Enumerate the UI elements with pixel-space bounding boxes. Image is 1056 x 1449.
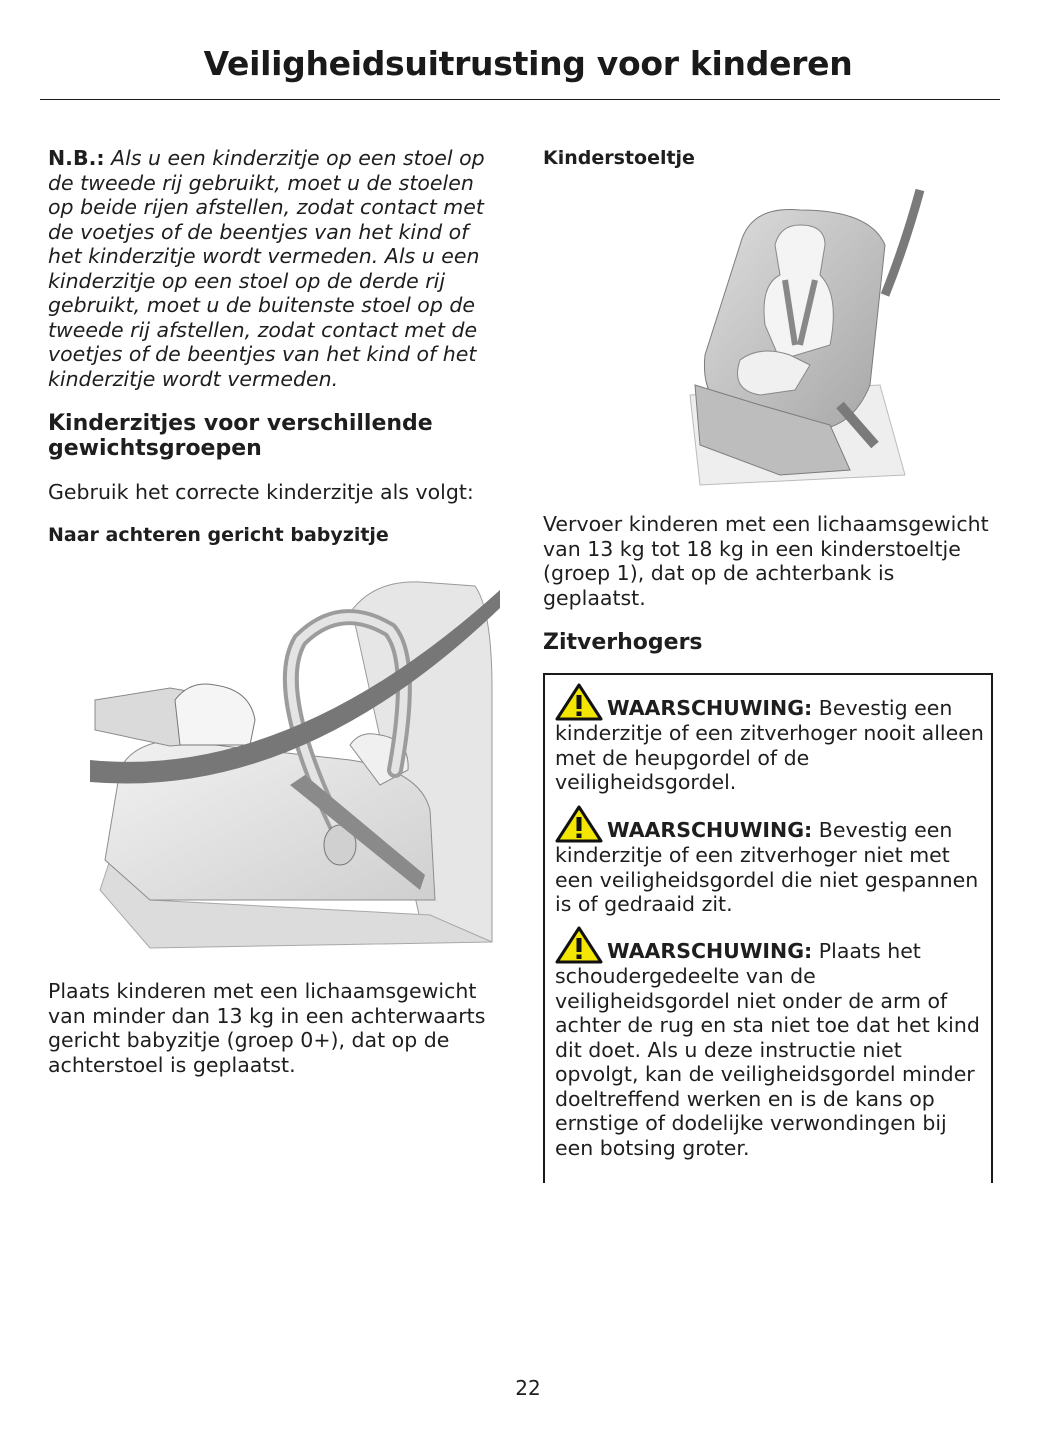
section-heading-weight-groups: Kinderzitjes voor verschillende gewichtsgroepen [48,411,433,461]
page-number: 22 [515,1376,541,1400]
subheading-child-seat: Kinderstoeltje [543,147,695,169]
warning-1 [555,683,985,795]
warning-triangle-icon [555,683,603,721]
child-seat-illustration [680,185,930,490]
warning-triangle-icon [555,926,603,964]
warning-2 [555,805,985,917]
warning-1-label: WAARSCHUWING: [607,696,813,720]
warning-3-text: Plaats het schoudergedeelte van de veiligheidsgordel niet onder de arm of achter de rug en sta niet toe dat het kind dit doet. Als u deze instructie niet opvolgt, kan de veiligheidsgordel minder doeltreffend werken en is de kans op ernstige of dodelijke verwondingen bij een botsing groter. [555,939,980,1160]
warning-triangle-icon [555,805,603,843]
warning-3 [555,926,985,1160]
warning-2-label: WAARSCHUWING: [607,818,813,842]
intro-text: Gebruik het correcte kinderzitje als volgt: [48,480,474,504]
section-heading-boosters: Zitverhogers [543,630,703,655]
warning-box [543,673,993,1183]
rear-facing-baby-seat-illustration [90,570,502,950]
note-paragraph [48,146,498,391]
title-divider [40,99,1000,100]
child-seat-caption: Vervoer kinderen met een lichaamsgewicht van 13 kg tot 18 kg in een kinderstoeltje (groep 1), dat op de achterbank is geplaatst. [543,512,989,610]
note-label: N.B.: [48,146,105,170]
page-title: Veiligheidsuitrusting voor kinderen [203,44,853,83]
warning-3-label: WAARSCHUWING: [607,939,813,963]
warning-1-text: Bevestig een kinderzitje of een zitverhoger nooit alleen met de heupgordel of de veiligheidsgordel. [555,696,984,794]
warning-2-text: Bevestig een kinderzitje of een zitverhoger niet met een veiligheidsgordel die niet gespannen is of gedraaid zit. [555,818,979,916]
note-text: Als u een kinderzitje op een stoel op de tweede rij gebruikt, moet u de stoelen op beide rijen afstellen, zodat contact met de voetjes of de beentjes van het kind of het kinderzitje wordt vermeden. Als u een kinderzitje op een stoel op de derde rij gebruikt, moet u de buitenste stoel op de tweede rij afstellen, zodat contact met de voetjes of de beentjes van het kind of het kinderzitje wordt vermeden. [48,146,485,391]
subheading-rear-facing: Naar achteren gericht babyzitje [48,524,389,546]
rear-facing-caption: Plaats kinderen met een lichaamsgewicht van minder dan 13 kg in een achterwaarts gericht babyzitje (groep 0+), dat op de achterstoel is geplaatst. [48,979,486,1077]
